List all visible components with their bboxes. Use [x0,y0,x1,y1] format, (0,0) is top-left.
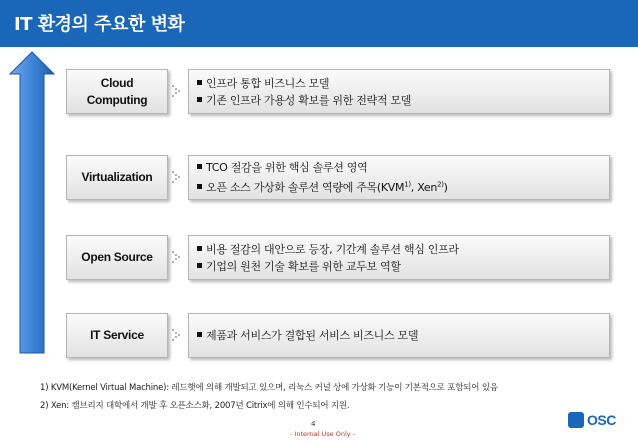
bullet-square-icon [197,332,202,337]
company-logo [568,412,616,428]
row-description-open-source [188,235,610,280]
bullet-square-icon [197,246,202,251]
row-label-it-service [66,313,168,358]
footnote-2: 2) Xen: 캠브리지 대학에서 개발 후 오픈소스화, 2007년 Citrix에 의해 인수되어 지원. [40,401,350,411]
footnote-1: 1) KVM(Kernel Virtual Machine): 레드햇에 의해 개발되고 있으며, 리눅스 커널 상에 가상화 기능이 기본적으로 포함되어 있음 [40,383,498,393]
logo-mark-icon [568,412,584,428]
classification-label: - Internal Use Only - [290,430,356,438]
row-description-cloud-computing [188,69,610,114]
chevron-right-icon [171,328,181,342]
bullet-item: 오픈 소스 가상화 솔루션 역량에 주목(KVM$^{1)}$, Xen$^{2)}$) [197,176,601,196]
bullet-square-icon [197,184,202,189]
row-label-text: Cloud Computing [86,75,148,107]
page-title: IT 환경의 주요한 변화 [14,14,185,35]
logo-text: OSC [587,412,616,428]
title-bar [0,0,638,47]
bullet-item: TCO 절감을 위한 핵심 솔루션 영역 [197,159,601,176]
chevron-right-icon [171,84,181,98]
bullet-square-icon [197,80,202,85]
row-label-text: IT Service [90,328,144,342]
upward-arrow-icon [8,50,56,355]
row-label-open-source [66,235,168,280]
bullet-item: 비용 절감의 대안으로 등장, 기간계 솔루션 핵심 인프라 [197,241,601,258]
row-label-cloud-computing [66,69,168,114]
bullet-item: 제품과 서비스가 결합된 서비스 비즈니스 모델 [197,327,601,344]
bullet-square-icon [197,164,202,169]
row-label-virtualization [66,155,168,200]
chevron-right-icon [171,170,181,184]
bullet-square-icon [197,97,202,102]
bullet-item: 인프라 통합 비즈니스 모델 [197,75,601,92]
row-label-text: Virtualization [81,170,153,184]
page-number: 4 [311,420,316,428]
bullet-square-icon [197,263,202,268]
bullet-item: 기존 인프라 가용성 확보를 위한 전략적 모델 [197,92,601,109]
row-description-it-service [188,313,610,358]
bullet-item: 기업의 원천 기술 확보를 위한 교두보 역할 [197,258,601,275]
chevron-right-icon [171,250,181,264]
row-label-text: Open Source [81,250,153,264]
row-description-virtualization [188,155,610,200]
